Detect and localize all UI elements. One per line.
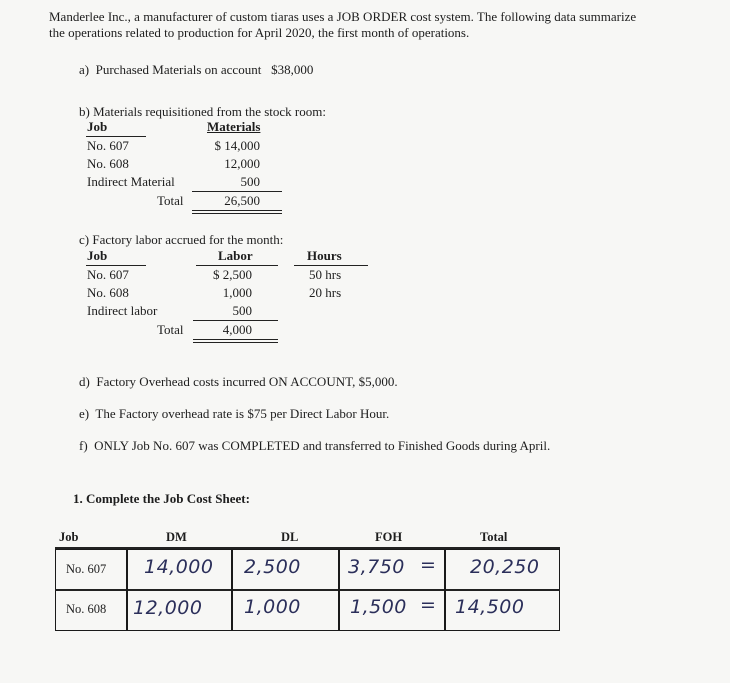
c-total-rule xyxy=(193,320,278,321)
item-f xyxy=(79,438,550,454)
c-job-underline xyxy=(86,265,146,266)
sheet-col-divider xyxy=(231,549,233,631)
b-row-materials: 500 xyxy=(240,174,260,189)
sheet-row-foh: 3,750 xyxy=(348,556,405,578)
c-total-value: 4,000 xyxy=(222,322,252,337)
item-b-text: Materials requisitioned from the stock room: xyxy=(93,104,326,119)
c-hours-underline xyxy=(294,265,368,266)
item-c xyxy=(79,232,283,248)
item-f-label: f) xyxy=(79,438,88,453)
b-row-job: No. 608 xyxy=(87,156,129,171)
b-row-job: Indirect Material xyxy=(87,174,175,189)
item-e-text: The Factory overhead rate is $75 per Direct Labor Hour. xyxy=(95,406,390,421)
item-e-label: e) xyxy=(79,406,90,421)
sheet-col-divider xyxy=(338,549,340,631)
sheet-row-dl: 1,000 xyxy=(244,596,301,618)
item-a-amount: $38,000 xyxy=(271,62,314,77)
item-f-text: ONLY Job No. 607 was COMPLETED and transferred to Finished Goods during April. xyxy=(94,438,551,453)
c-row-labor: 1,000 xyxy=(222,285,252,300)
c-double-rule-2 xyxy=(193,342,278,343)
c-col-hours: Hours xyxy=(307,248,342,263)
sheet-row-total: 20,250 xyxy=(470,556,540,578)
b-row-materials: $ 14,000 xyxy=(214,138,260,153)
sheet-row-total: 14,500 xyxy=(455,596,525,618)
sheet-row-dm: 14,000 xyxy=(144,556,214,578)
b-total-rule xyxy=(192,191,282,192)
c-total-label: Total xyxy=(157,322,184,337)
item-d-label: d) xyxy=(79,374,90,389)
sheet-header-job: Job xyxy=(59,530,79,544)
intro-line-1: Manderlee Inc., a manufacturer of custom tiaras uses a JOB ORDER cost system. The following data summarize xyxy=(49,9,637,24)
intro-line-2: the operations related to production for April 2020, the first month of operations. xyxy=(49,25,470,40)
sheet-row-job: No. 608 xyxy=(66,602,107,616)
c-col-labor: Labor xyxy=(218,248,253,263)
c-row-labor: 500 xyxy=(232,303,252,318)
item-e xyxy=(79,406,389,422)
c-row-job: No. 607 xyxy=(87,267,129,282)
item-b-label: b) xyxy=(79,104,90,119)
question-1: 1. Complete the Job Cost Sheet: xyxy=(73,491,250,506)
c-row-hours: 20 hrs xyxy=(309,285,342,300)
item-d-text: Factory Overhead costs incurred ON ACCOUNT, $5,000. xyxy=(96,374,398,389)
sheet-col-divider xyxy=(444,549,446,631)
b-col-materials: Materials xyxy=(207,119,261,134)
b-row-job: No. 607 xyxy=(87,138,129,153)
c-row-job: No. 608 xyxy=(87,285,129,300)
c-row-job: Indirect labor xyxy=(87,303,158,318)
c-double-rule-1 xyxy=(193,339,278,340)
item-a-text: Purchased Materials on account xyxy=(95,62,262,77)
sheet-row-job: No. 607 xyxy=(66,562,107,576)
sheet-row-equals: = xyxy=(420,594,437,616)
c-row-labor: $ 2,500 xyxy=(213,267,252,282)
sheet-row-equals: = xyxy=(420,554,437,576)
sheet-row-divider xyxy=(55,589,560,591)
b-col-job: Job xyxy=(87,119,108,134)
item-d xyxy=(79,374,398,390)
sheet-header-dl: DL xyxy=(281,530,299,544)
sheet-header-total: Total xyxy=(480,530,508,544)
sheet-header-dm: DM xyxy=(166,530,187,544)
item-c-text: Factory labor accrued for the month: xyxy=(92,232,284,247)
sheet-row-dm: 12,000 xyxy=(133,597,203,619)
b-double-rule-2 xyxy=(192,213,282,214)
sheet-row-dl: 2,500 xyxy=(244,556,301,578)
c-row-hours: 50 hrs xyxy=(309,267,342,282)
item-a-label: a) xyxy=(79,62,90,77)
c-labor-underline xyxy=(196,265,278,266)
sheet-header-foh: FOH xyxy=(375,530,403,544)
item-b xyxy=(79,104,326,120)
item-a xyxy=(79,62,313,78)
b-double-rule-1 xyxy=(192,210,282,211)
b-row-materials: 12,000 xyxy=(224,156,260,171)
b-total-value: 26,500 xyxy=(224,193,260,208)
sheet-row-foh: 1,500 xyxy=(350,596,407,618)
b-job-underline xyxy=(86,136,146,137)
c-col-job: Job xyxy=(87,248,108,263)
sheet-col-divider xyxy=(126,549,128,631)
b-total-label: Total xyxy=(157,193,184,208)
item-c-label: c) xyxy=(79,232,90,247)
